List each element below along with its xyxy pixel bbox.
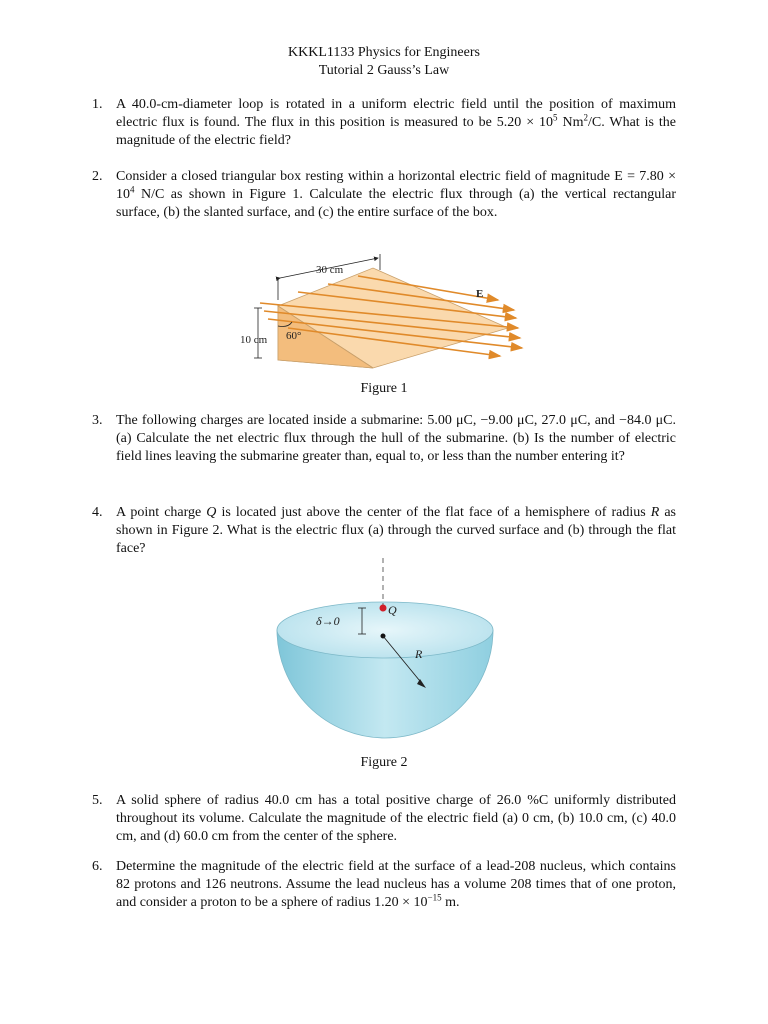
figure-1-caption: Figure 1 bbox=[360, 381, 408, 396]
question-number: 1. bbox=[92, 97, 103, 112]
figure-2-caption: Figure 2 bbox=[360, 755, 408, 770]
height-label: 10 cm bbox=[240, 334, 268, 346]
figure-2-hemisphere bbox=[272, 558, 498, 748]
point-charge bbox=[380, 605, 387, 612]
question-number: 4. bbox=[92, 505, 103, 520]
course-title: KKKL1133 Physics for Engineers bbox=[288, 45, 480, 60]
question-number: 2. bbox=[92, 169, 103, 184]
question-text: Consider a closed triangular box resting within a horizontal electric field of magnitude $E = 7.80 \times 10^4$ N/C as shown in Figure 1. Calculate the electric flux through (a) the vertical rectangular surface, (b) the slanted surface, and (c) the entire surface of the box. bbox=[116, 169, 676, 220]
question-text: Determine the magnitude of the electric field at the surface of a lead-208 nucleus, which contains 82 protons and 126 neutrons. Assume the lead nucleus has a volume 208 times that of one proton, and consider a proton to be a sphere of radius $1.20 \times 10^{-15}$ m. bbox=[116, 859, 676, 910]
question-text: A 40.0-cm-diameter loop is rotated in a uniform electric field until the position of maximum electric flux is found. The flux in this position is measured to be $5.20 \times 10^5$ Nm$^2$/C. What is the magnitude of the electric field? bbox=[116, 97, 677, 148]
question-number: 5. bbox=[92, 793, 103, 808]
angle-label: 60° bbox=[286, 330, 302, 342]
question-text: A point charge Q is located just above the center of the flat face of a hemisphere of radius R as shown in Figure 2. What is the electric flux (a) through the curved surface and (b) through the flat face? bbox=[116, 505, 676, 556]
radius-label: R bbox=[415, 647, 423, 661]
length-label: 30 cm bbox=[316, 264, 344, 276]
question-number: 3. bbox=[92, 413, 103, 428]
field-label: E bbox=[476, 288, 484, 300]
tutorial-title: Tutorial 2 Gauss’s Law bbox=[318, 63, 450, 78]
charge-label: Q bbox=[388, 603, 397, 617]
question-number: 6. bbox=[92, 859, 103, 874]
delta-label: δ→0 bbox=[316, 614, 340, 628]
question-text: A solid sphere of radius 40.0 cm has a total positive charge of 26.0 %C uniformly distributed throughout its volume. Calculate the magnitude of the electric field (a) 0 cm, (b) 10.0 cm, (c) 40.0 cm, and (d) 60.0 cm from the center of the sphere. bbox=[116, 793, 676, 844]
question-text: The following charges are located inside a submarine: 5.00 μC, −9.00 μC, 27.0 μC, and −84.0 μC. (a) Calculate the net electric flux through the hull of the submarine. (b) Is the number of electric field lines leaving the submarine greater than, equal to, or less than the number entering it? bbox=[116, 413, 676, 464]
figure-1-triangular-box bbox=[228, 248, 538, 378]
